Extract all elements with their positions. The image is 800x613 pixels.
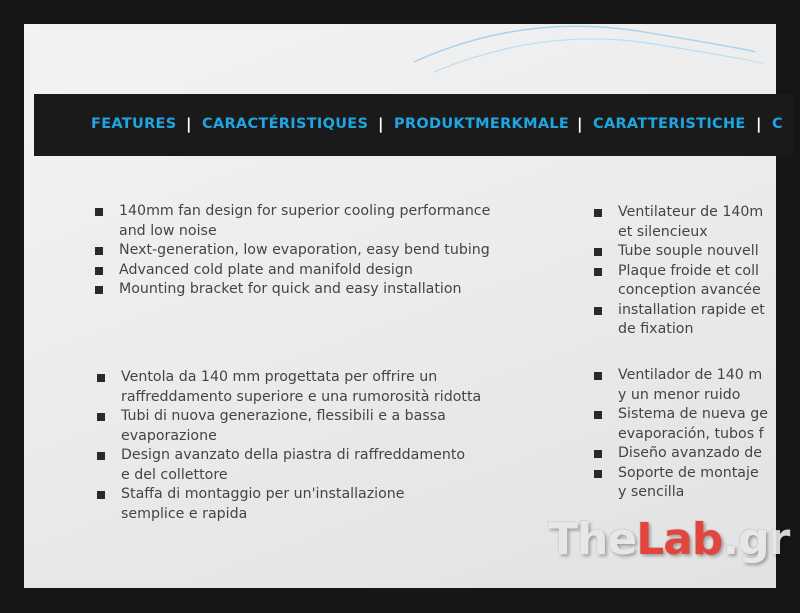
decorative-swirl — [404, 24, 764, 82]
header-caratteristiche: CARATTERISTICHE — [593, 116, 746, 132]
bullet-square-icon — [594, 307, 602, 315]
bullet-square-icon — [594, 248, 602, 256]
bullet-square-icon — [594, 372, 602, 380]
list-item: Mounting bracket for quick and easy installation — [95, 280, 555, 300]
list-item: 140mm fan design for superior cooling performance — [95, 202, 555, 222]
list-item: Sistema de nueva ge — [594, 405, 776, 425]
header-separator: | — [756, 115, 762, 133]
list-item: Ventilateur de 140m — [594, 203, 776, 223]
bullet-square-icon — [97, 491, 105, 499]
header-caracteristiques: CARACTÉRISTIQUES — [202, 116, 369, 132]
spanish-features-list — [594, 366, 776, 503]
list-item-continuation: y un menor ruido — [618, 386, 741, 403]
thelab-watermark-logo: TheLab.gr — [548, 514, 790, 565]
bullet-square-icon — [594, 450, 602, 458]
list-item-continuation: evaporación, tubos f — [618, 425, 764, 442]
french-features-list — [594, 203, 776, 340]
list-item-continuation: e del collettore — [121, 466, 228, 483]
list-item: Ventola da 140 mm progettata per offrire un — [97, 368, 567, 388]
list-item: installation rapide et — [594, 301, 776, 321]
list-item-continuation: raffreddamento superiore e una rumorosità ridotta — [121, 388, 482, 405]
bullet-square-icon — [97, 413, 105, 421]
list-item-continuation: et silencieux — [618, 223, 708, 240]
list-item-continuation: de fixation — [618, 321, 694, 337]
list-item: Tubi di nuova generazione, flessibili e a bassa — [97, 407, 567, 427]
bullet-square-icon — [95, 286, 103, 294]
list-item: Plaque froide et coll — [594, 262, 776, 282]
bullet-square-icon — [95, 208, 103, 216]
bullet-square-icon — [95, 247, 103, 255]
list-item: Next-generation, low evaporation, easy bend tubing — [95, 241, 555, 261]
header-cut-off: C — [772, 116, 783, 132]
watermark-accent: Lab — [636, 514, 723, 565]
bullet-square-icon — [97, 374, 105, 382]
features-header-band — [34, 94, 794, 156]
header-features: FEATURES — [91, 116, 177, 132]
header-produktmerkmale: PRODUKTMERKMALE — [394, 116, 570, 132]
english-features-list — [95, 202, 555, 300]
bullet-square-icon — [594, 209, 602, 217]
list-item-continuation: y sencilla — [618, 484, 685, 500]
list-item-continuation: conception avancée — [618, 282, 761, 298]
header-separator: | — [577, 115, 583, 133]
list-item: Advanced cold plate and manifold design — [95, 261, 555, 281]
list-item-continuation: semplice e rapida — [121, 505, 248, 522]
bullet-square-icon — [594, 470, 602, 478]
list-item: Diseño avanzado de — [594, 444, 776, 464]
list-item: Ventilador de 140 m — [594, 366, 776, 386]
italian-features-list — [97, 368, 567, 524]
list-item-continuation: and low noise — [119, 222, 217, 239]
bullet-square-icon — [594, 268, 602, 276]
list-item: Soporte de montaje — [594, 464, 776, 484]
list-item: Staffa di montaggio per un'installazione — [97, 485, 567, 505]
list-item: Design avanzato della piastra di raffreddamento — [97, 446, 567, 466]
bullet-square-icon — [594, 411, 602, 419]
list-item: Tube souple nouvell — [594, 242, 776, 262]
header-separator: | — [186, 115, 192, 133]
bullet-square-icon — [95, 267, 103, 275]
bullet-square-icon — [97, 452, 105, 460]
header-separator: | — [378, 115, 384, 133]
list-item-continuation: evaporazione — [121, 427, 217, 444]
